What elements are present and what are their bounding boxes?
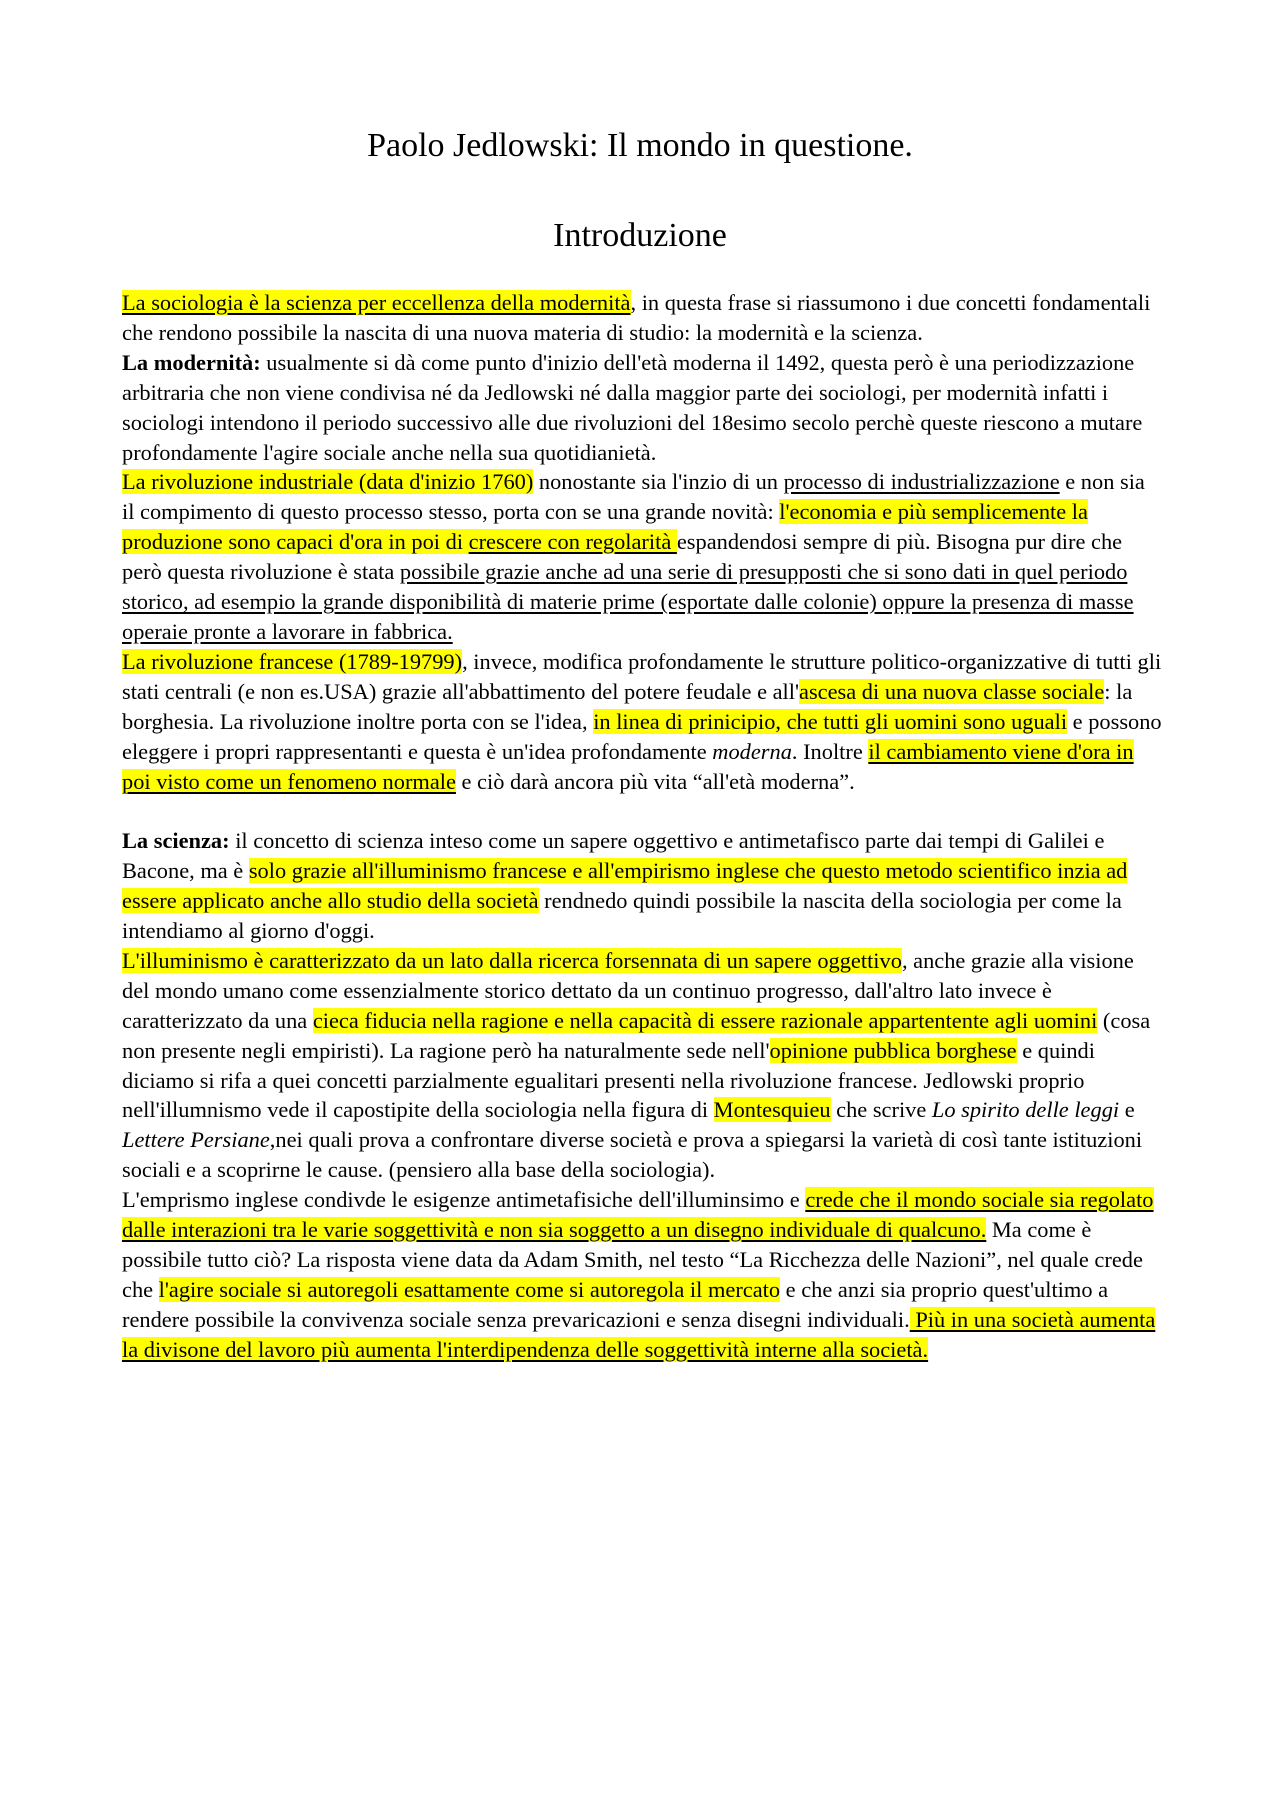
- text-run: e non sia il compimento di questo processo stesso, porta con se una grande novità:: [122, 469, 1145, 525]
- bold-term: La scienza:: [122, 828, 230, 854]
- blank-line: [122, 796, 1162, 826]
- paragraph-scienza: [122, 826, 1162, 946]
- text-run: (cosa non presente negli empiristi). La ragione però ha naturalmente sede nell': [122, 1007, 1151, 1063]
- text-run: nonostante sia l'inzio di un: [533, 469, 784, 495]
- highlight: solo grazie all'illuminismo francese e all'empirismo inglese che questo metodo scientifico inzia ad essere applicato anche allo studio della società: [122, 858, 1128, 914]
- text-run: e quindi diciamo si rifa a quei concetti parzialmente egualitari presenti nella rivoluzione francese. Jedlowski proprio nell'illumnismo vede il capostipite della sociologia nella figura di: [122, 1037, 1095, 1123]
- text-run: e che anzi sia proprio quest'ultimo a rendere possibile la convivenza sociale senza prevaricazioni e senza disegni individuali.: [122, 1276, 1109, 1332]
- highlight: cieca fiducia nella ragione e nella capacità di essere razionale appartentente agli uomini: [312, 1007, 1098, 1033]
- text-run: . Inoltre: [791, 738, 869, 764]
- text-run: il concetto di scienza inteso come un sapere oggettivo e antimetafisco parte dai tempi di Galilei e Bacone, ma è: [122, 828, 1105, 884]
- text-run: , anche grazie alla visione del mondo umano come essenzialmente storico dettato da un continuo progresso, dall'altro lato invece è caratterizzato da una: [122, 947, 1134, 1033]
- text-run: Ma come è possibile tutto ciò? La risposta viene data da Adam Smith, nel testo “La Ricchezza delle Nazioni”, nel quale crede che: [122, 1217, 1143, 1302]
- italic-term: moderna: [712, 738, 792, 764]
- paragraph-rivoluzione-industriale: [122, 467, 1162, 646]
- text-run: che scrive: [830, 1097, 932, 1123]
- text-run: espandendosi sempre di più. Bisogna pur dire che però questa rivoluzione è stata: [122, 529, 1123, 585]
- italic-title: Lettere Persiane: [122, 1127, 270, 1153]
- text-run: e possono eleggere i propri rappresentanti e questa è un'idea profondamente: [122, 708, 1162, 764]
- text-run: , invece, modifica profondamente le strutture politico-organizzative di tutti gli stati centrali (e non es.USA) grazie all'abbattimento del potere feudale e all': [122, 648, 1162, 704]
- text-run: L'emprismo inglese condivde le esigenze antimetafisiche dell'illuminsimo e: [122, 1187, 806, 1213]
- highlight: La rivoluzione francese (1789-19799): [122, 648, 463, 674]
- text-run: e ciò darà ancora più vita “all'età moderna”.: [455, 768, 855, 794]
- document-title: Paolo Jedlowski: Il mondo in questione.: [367, 127, 913, 164]
- highlight-underlined: il cambiamento viene d'ora in poi visto come un fenomeno normale: [122, 738, 1134, 794]
- text-run: : la borghesia. La rivoluzione inoltre porta con se l'idea,: [122, 678, 1133, 734]
- highlight: ascesa di una nuova classe sociale: [799, 678, 1105, 704]
- underlined-text: possibile grazie anche ad una serie di presupposti che si sono dati in quel periodo storico, ad esempio la grande disponibilità di materie prime (esportate dalle colonie) oppure la presenza di masse operaie pronte a lavorare in fabbrica.: [122, 559, 1134, 644]
- text-run: rendnedo quindi possibile la nascita della sociologia per come la intendiamo al giorno d'oggi.: [122, 888, 1122, 944]
- italic-title: Lo spirito delle leggi: [931, 1097, 1120, 1123]
- underlined-text: processo di industrializzazione: [783, 469, 1060, 495]
- highlight: La rivoluzione industriale (data d'inizio 1760): [122, 469, 534, 495]
- paragraph-illuminismo: [122, 946, 1162, 1185]
- highlight: l'agire sociale si autoregoli esattamente come si autoregola il mercato: [158, 1276, 781, 1302]
- text-run: e: [1119, 1097, 1135, 1123]
- highlight-underlined: crescere con regolarità: [468, 529, 677, 555]
- paragraph-empirismo: [122, 1185, 1162, 1364]
- highlight: Montesquieu: [713, 1097, 831, 1123]
- bold-term: La modernità:: [122, 349, 261, 375]
- text-run: , in questa frase si riassumono i due concetti fondamentali che rendono possibile la nascita di una nuova materia di studio: la modernità e la scienza.: [122, 290, 1151, 345]
- text-run: ,nei quali prova a confrontare diverse società e prova a spiegarsi la varietà di così tante istituzioni sociali e a scoprirne le cause. (pensiero alla base della sociologia).: [122, 1127, 1143, 1183]
- paragraph-modernita: [122, 348, 1162, 468]
- highlight: opinione pubblica borghese: [769, 1037, 1017, 1063]
- paragraph-intro: [122, 288, 1162, 348]
- paragraph-rivoluzione-francese: [122, 647, 1162, 797]
- highlight: l'economia e più semplicemente la produzione sono capaci d'ora in poi di: [122, 499, 1088, 555]
- highlight: in linea di prinicipio, che tutti gli uomini sono uguali: [593, 708, 1068, 734]
- document-body: [122, 288, 1162, 1365]
- highlight-underlined: Più in una società aumenta la divisone del lavoro più aumenta l'interdipendenza delle soggettività interne alla società.: [122, 1306, 1156, 1362]
- highlight: L'illuminismo è caratterizzato da un lato dalla ricerca forsennata di un sapere oggettivo: [122, 947, 902, 973]
- highlight-underlined: crede che il mondo sociale sia regolato dalle interazioni tra le varie soggettività e non sia soggetto a un disegno individuale di qualcuno.: [122, 1187, 1154, 1243]
- text-run: usualmente si dà come punto d'inizio dell'età moderna il 1492, questa però è una periodizzazione arbitraria che non viene condivisa né da Jedlowski né dalla maggior parte dei sociologi, per modernità infatti i sociologi intendono il periodo successivo alle due rivoluzioni del 18esimo secolo perchè queste riescono a mutare profondamente l'agire sociale anche nella sua quotidianietà.: [122, 349, 1143, 465]
- highlight: La sociologia è la scienza per eccellenza della modernità: [122, 290, 631, 315]
- section-heading: Introduzione: [553, 217, 727, 254]
